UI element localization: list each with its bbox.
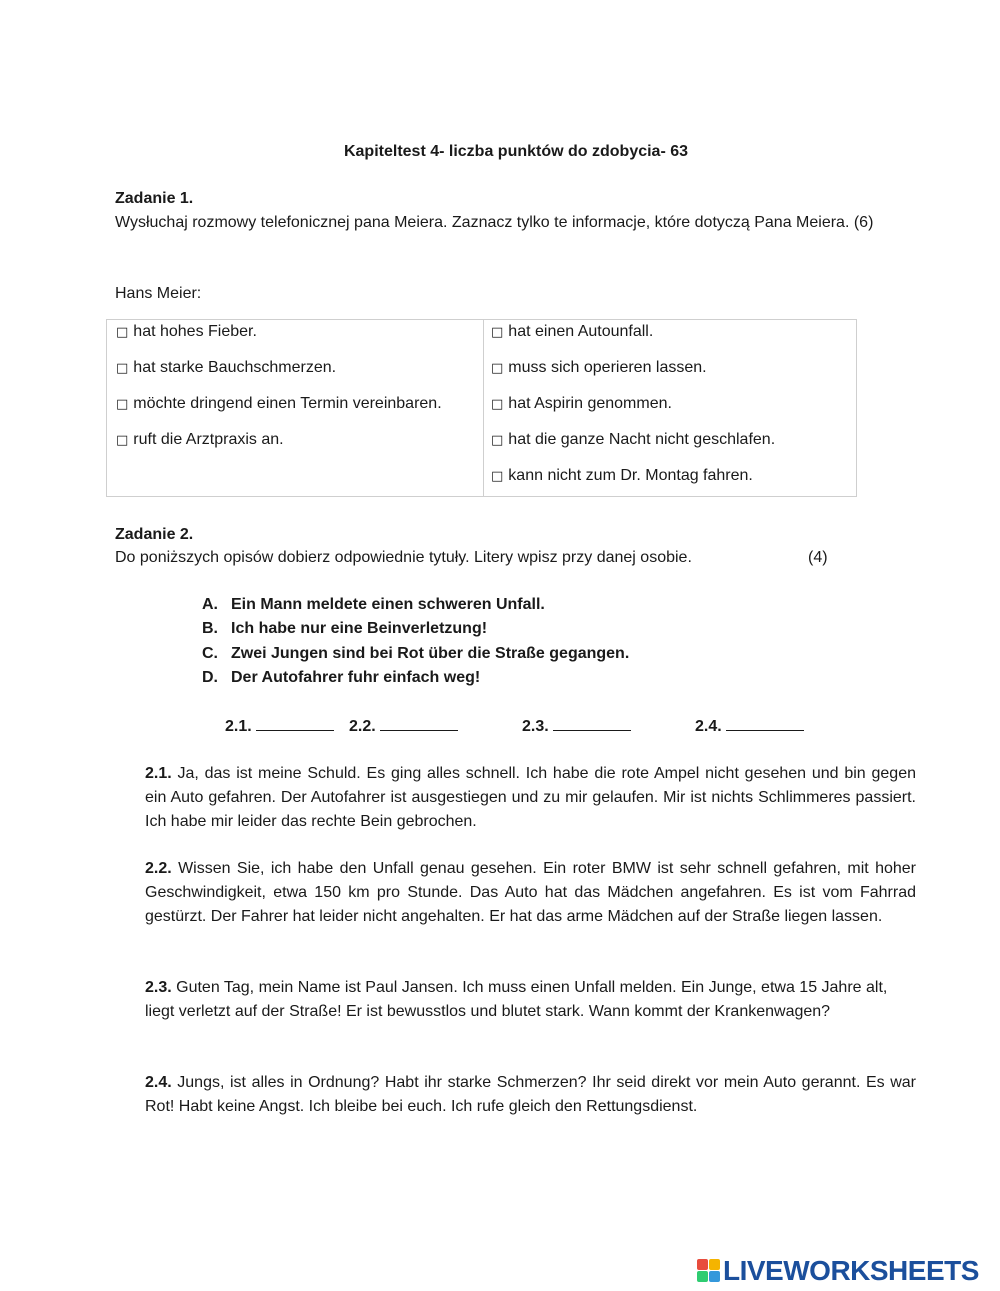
table-divider xyxy=(483,320,484,496)
text-body: Jungs, ist alles in Ordnung? Habt ihr starke Schmerzen? Ihr seid direkt vor mein Auto gerannt. Es war Rot! Habt keine Angst. Ich bleibe bei euch. Ich rufe gleich den Rettungsdienst. xyxy=(145,1074,917,1115)
option-label: hat Aspirin genommen. xyxy=(508,395,672,412)
answer-blank-input[interactable] xyxy=(380,716,458,731)
answer-label: 2.4. xyxy=(695,718,722,735)
answer-2-3 xyxy=(522,716,631,736)
answer-2-4 xyxy=(695,716,804,736)
option-car-accident[interactable] xyxy=(491,323,653,341)
option-high-fever[interactable] xyxy=(116,323,257,341)
title-option-b xyxy=(202,620,487,638)
option-label: möchte dringend einen Termin vereinbaren. xyxy=(133,395,442,412)
option-label: hat die ganze Nacht nicht geschlafen. xyxy=(508,431,776,448)
text-2-1 xyxy=(145,762,916,834)
answer-blank-input[interactable] xyxy=(256,716,334,731)
answer-2-2 xyxy=(349,716,458,736)
title-letter: D. xyxy=(202,669,218,686)
logo-mark-icon xyxy=(697,1259,721,1283)
page-title: Kapiteltest 4- liczba punktów do zdobycia- 63 xyxy=(343,143,689,160)
checkbox-icon[interactable]: □ xyxy=(491,397,504,412)
answer-blank-input[interactable] xyxy=(726,716,804,731)
text-body: Ja, das ist meine Schuld. Es ging alles schnell. Ich habe die rote Ampel nicht gesehen und bin gegen ein Auto gefahren. Der Autofahrer ist ausgestiegen und zu mir gelaufen. Mir ist nichts Schlimmeres passiert. Ich habe mir leider das rechte Bein gebrochen. xyxy=(145,765,916,830)
option-label: hat starke Bauchschmerzen. xyxy=(133,359,337,376)
option-no-sleep[interactable] xyxy=(491,431,775,449)
title-option-c xyxy=(202,645,629,663)
title-text: Der Autofahrer fuhr einfach weg! xyxy=(231,669,481,686)
text-label: 2.4. xyxy=(145,1074,172,1091)
option-label: hat einen Autounfall. xyxy=(508,323,654,340)
title-text: Zwei Jungen sind bei Rot über die Straße gegangen. xyxy=(231,645,630,662)
title-option-a xyxy=(202,596,545,614)
text-label: 2.2. xyxy=(145,860,172,877)
checkbox-icon[interactable]: □ xyxy=(491,469,504,484)
option-cannot-drive[interactable] xyxy=(491,467,753,485)
option-label: ruft die Arztpraxis an. xyxy=(133,431,284,448)
checkbox-icon[interactable]: □ xyxy=(116,361,129,376)
text-label: 2.3. xyxy=(145,979,172,996)
checkbox-icon[interactable]: □ xyxy=(491,361,504,376)
text-body: Guten Tag, mein Name ist Paul Jansen. Ich muss einen Unfall melden. Ein Junge, etwa 15 Jahre alt, liegt verletzt auf der Straße! Er ist bewusstlos und blutet stark. Wann kommt der Krankenwagen? xyxy=(145,979,888,1020)
checkbox-icon[interactable]: □ xyxy=(116,325,129,340)
task1-instruction: Wysłuchaj rozmowy telefonicznej pana Meiera. Zaznacz tylko te informacje, które dotyczą Pana Meiera. (6) xyxy=(115,214,874,231)
option-label: muss sich operieren lassen. xyxy=(508,359,707,376)
person-label: Hans Meier: xyxy=(115,285,202,302)
option-stomach-pain[interactable] xyxy=(116,359,336,377)
task2-heading: Zadanie 2. xyxy=(115,526,194,543)
options-table xyxy=(106,319,857,497)
liveworksheets-logo xyxy=(697,1255,979,1287)
text-label: 2.1. xyxy=(145,765,172,782)
option-aspirin[interactable] xyxy=(491,395,672,413)
option-label: hat hohes Fieber. xyxy=(133,323,257,340)
title-letter: A. xyxy=(202,596,218,613)
answer-label: 2.2. xyxy=(349,718,376,735)
option-calls-practice[interactable] xyxy=(116,431,284,449)
answer-2-1 xyxy=(225,716,334,736)
text-body: Wissen Sie, ich habe den Unfall genau gesehen. Ein roter BMW ist sehr schnell gefahren, mit hoher Geschwindigkeit, etwa 150 km pro Stunde. Das Auto hat das Mädchen angefahren. Es ist vom Fahrrad gestürzt. Der Fahrer hat leider nicht angehalten. Er hat das arme Mädchen auf der Straße liegen lassen. xyxy=(145,860,916,925)
answer-label: 2.1. xyxy=(225,718,252,735)
option-surgery[interactable] xyxy=(491,359,707,377)
option-label: kann nicht zum Dr. Montag fahren. xyxy=(508,467,753,484)
text-2-2 xyxy=(145,857,916,929)
answer-blank-input[interactable] xyxy=(553,716,631,731)
checkbox-icon[interactable]: □ xyxy=(116,433,129,448)
logo-text: LIVEWORKSHEETS xyxy=(723,1255,979,1286)
task1-heading: Zadanie 1. xyxy=(115,190,194,207)
answer-label: 2.3. xyxy=(522,718,549,735)
title-text: Ich habe nur eine Beinverletzung! xyxy=(231,620,488,637)
title-option-d xyxy=(202,669,480,687)
option-appointment[interactable] xyxy=(116,395,442,413)
task2-points: (4) xyxy=(808,549,828,566)
checkbox-icon[interactable]: □ xyxy=(116,397,129,412)
title-text: Ein Mann meldete einen schweren Unfall. xyxy=(231,596,545,613)
checkbox-icon[interactable]: □ xyxy=(491,325,504,340)
text-2-4 xyxy=(145,1071,916,1119)
task2-instruction: Do poniższych opisów dobierz odpowiednie tytuły. Litery wpisz przy danej osobie. xyxy=(115,549,692,566)
title-letter: C. xyxy=(202,645,218,662)
checkbox-icon[interactable]: □ xyxy=(491,433,504,448)
title-letter: B. xyxy=(202,620,218,637)
text-2-3 xyxy=(145,976,890,1024)
